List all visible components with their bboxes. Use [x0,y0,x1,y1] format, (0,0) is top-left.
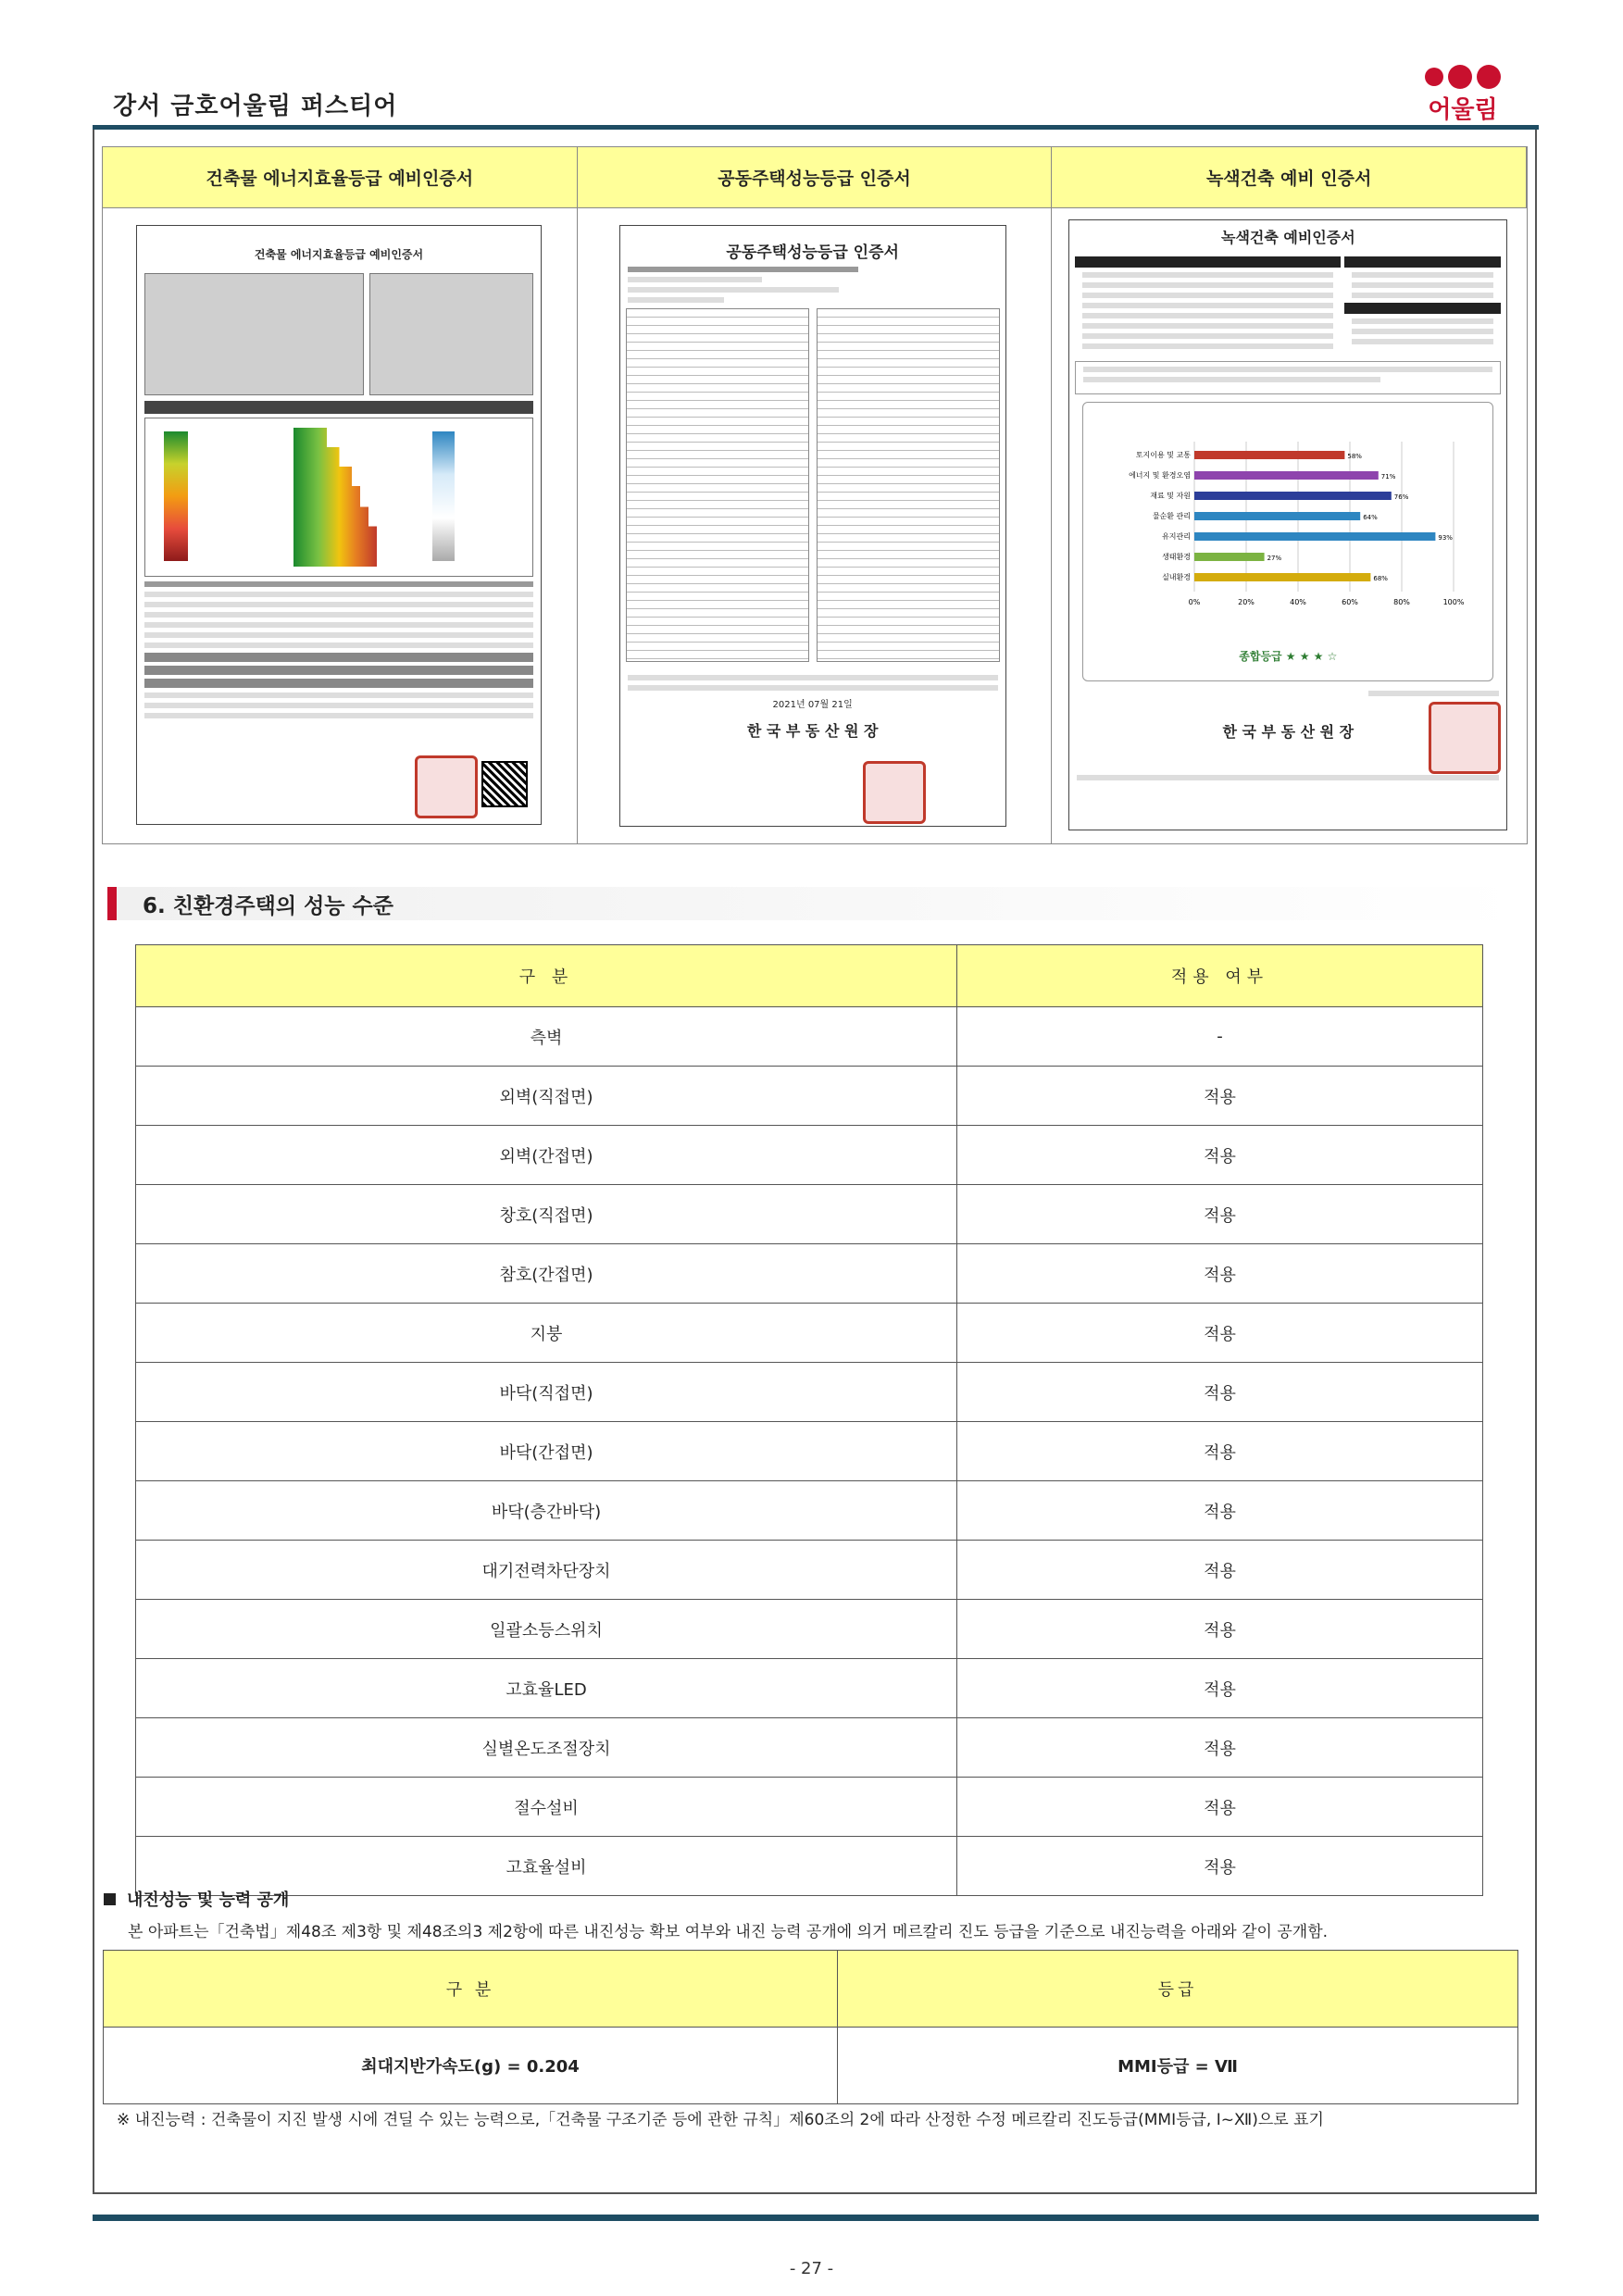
chart-bar [1194,573,1370,581]
chart-tick-label: 0% [1188,598,1201,606]
perf-applied: 적용 [957,1718,1483,1778]
perf-applied: 적용 [957,1481,1483,1541]
chart-category-label: 유지관리 [1162,532,1192,541]
chart-bar [1194,451,1344,459]
chart-value-label: 68% [1373,575,1389,582]
seismic-pga: 최대지반가속도(g) = 0.204 [104,2028,838,2104]
perf-applied: 적용 [957,1778,1483,1837]
seismic-title-row [104,1887,289,1911]
seismic-header-category: 구 분 [104,1951,838,2028]
chart-value-label: 64% [1363,514,1379,521]
perf-item: 바닥(간접면) [136,1422,957,1481]
footer-rule [93,2215,1539,2221]
perf-applied: 적용 [957,1422,1483,1481]
housing-doc-title: 공동주택성능등급 인증서 [726,243,899,262]
table-row [136,1541,1483,1600]
table-row [136,1067,1483,1126]
square-bullet-icon [104,1893,116,1905]
table-row [136,1244,1483,1304]
section-title: 6. 친환경주택의 성능 수준 [143,893,393,918]
perf-applied: 적용 [957,1659,1483,1718]
perf-applied: 적용 [957,1541,1483,1600]
perf-item: 측벽 [136,1007,957,1067]
green-score-chart [1083,403,1494,679]
cert-header-green: 녹색건축 예비 인증서 [1052,147,1527,208]
chart-tick-label: 40% [1290,598,1307,606]
perf-item: 일괄소등스위치 [136,1600,957,1659]
perf-header-applied: 적용 여부 [957,945,1483,1007]
table-row [136,1126,1483,1185]
table-row [136,1185,1483,1244]
cert-cell-housing [578,208,1053,843]
housing-certificate-image [619,225,1006,827]
certificates-table [102,146,1528,844]
section-marker [107,887,117,920]
chart-value-label: 27% [1267,555,1282,562]
perf-item: 참호(간접면) [136,1244,957,1304]
perf-item: 실별온도조절장치 [136,1718,957,1778]
housing-date: 2021년 07월 21일 [772,700,853,710]
table-row [136,1422,1483,1481]
perf-item: 고효율LED [136,1659,957,1718]
perf-item: 외벽(간접면) [136,1126,957,1185]
perf-item: 지붕 [136,1304,957,1363]
page-number: - 27 - [789,2259,834,2278]
perf-item: 바닥(층간바닥) [136,1481,957,1541]
perf-applied: 적용 [957,1244,1483,1304]
document-title: 강서 금호어울림 퍼스티어 [113,93,398,120]
seismic-mmi: MMI등급 = Ⅶ [838,2028,1518,2104]
logo-dots-icon [1417,65,1509,89]
table-row [136,1837,1483,1896]
energy-seal-stamp [415,755,478,818]
green-seal-stamp [1429,702,1501,774]
chart-value-label: 58% [1347,453,1363,460]
cert-header-energy: 건축물 에너지효율등급 예비인증서 [103,147,578,208]
table-row [136,1600,1483,1659]
perf-applied: 적용 [957,1363,1483,1422]
perf-applied: 적용 [957,1600,1483,1659]
green-doc-title: 녹색건축 예비인증서 [1220,229,1355,246]
perf-applied: 적용 [957,1304,1483,1363]
chart-category-label: 토지이용 및 교통 [1136,451,1192,459]
chart-tick-label: 20% [1238,598,1255,606]
perf-item: 외벽(직접면) [136,1067,957,1126]
table-row [136,1778,1483,1837]
table-row [136,1481,1483,1541]
section-heading [107,887,1524,920]
chart-category-label: 물순환 관리 [1153,512,1192,520]
chart-value-label: 76% [1394,493,1409,501]
perf-applied: 적용 [957,1126,1483,1185]
perf-header-category: 구 분 [136,945,957,1007]
perf-item: 고효율설비 [136,1837,957,1896]
cert-cell-green [1052,208,1527,843]
cert-cell-energy [103,208,578,843]
table-row [136,1007,1483,1067]
cert-header-housing: 공동주택성능등급 인증서 [578,147,1053,208]
seismic-note: ※ 내진능력 : 건축물이 지진 발생 시에 견딜 수 있는 능력으로,「건축물 구조기준 등에 관한 규칙」제60조의 2에 따라 산정한 수정 메르칼리 진도등급(MMI등급, Ⅰ~Ⅻ)으로 표기 [117,2111,1324,2129]
seismic-description: 본 아파트는「건축법」제48조 제3항 및 제48조의3 제2항에 따른 내진성능 확보 여부와 내진 능력 공개에 의거 메르칼리 진도 등급을 기준으로 내진능력을 아래와 같이 공개함. [128,1923,1329,1941]
seismic-table [103,1950,1518,2104]
table-row [136,1363,1483,1422]
housing-issuer: 한 국 부 동 산 원 장 [746,722,879,740]
green-issuer: 한 국 부 동 산 원 장 [1222,723,1355,741]
housing-seal-stamp [863,761,926,824]
perf-applied: - [957,1007,1483,1067]
chart-value-label: 71% [1381,473,1396,480]
chart-tick-label: 80% [1393,598,1411,606]
chart-bar [1194,532,1435,541]
table-row [136,1304,1483,1363]
perf-item: 바닥(직접면) [136,1363,957,1422]
chart-category-label: 실내환경 [1162,573,1192,581]
perf-applied: 적용 [957,1837,1483,1896]
chart-tick-label: 100% [1442,598,1465,606]
energy-doc-title: 건축물 에너지효율등급 예비인증서 [254,248,424,261]
table-row [136,1718,1483,1778]
chart-bar [1194,492,1392,500]
seismic-header-grade: 등급 [838,1951,1518,2028]
chart-category-label: 에너지 및 환경오염 [1129,471,1192,480]
chart-category-label: 재료 및 자원 [1150,492,1192,500]
chart-bar [1194,512,1360,520]
perf-item: 창호(직접면) [136,1185,957,1244]
green-certificate-image [1068,219,1507,830]
logo-text: 어울림 [1428,96,1498,124]
chart-bar [1194,471,1379,480]
table-row [136,1659,1483,1718]
green-grade: 종합등급 ★ ★ ★ ☆ [1239,650,1338,663]
perf-item: 절수설비 [136,1778,957,1837]
qr-code-icon [481,761,528,807]
chart-value-label: 93% [1438,534,1454,542]
seismic-title: 내진성능 및 능력 공개 [127,1890,290,1910]
chart-category-label: 생태환경 [1162,553,1192,561]
chart-tick-label: 60% [1342,598,1359,606]
perf-item: 대기전력차단장치 [136,1541,957,1600]
energy-certificate-image [136,225,542,825]
performance-table [135,944,1483,1896]
perf-applied: 적용 [957,1185,1483,1244]
perf-applied: 적용 [957,1067,1483,1126]
brand-logo [1417,65,1509,125]
chart-bar [1194,553,1265,561]
